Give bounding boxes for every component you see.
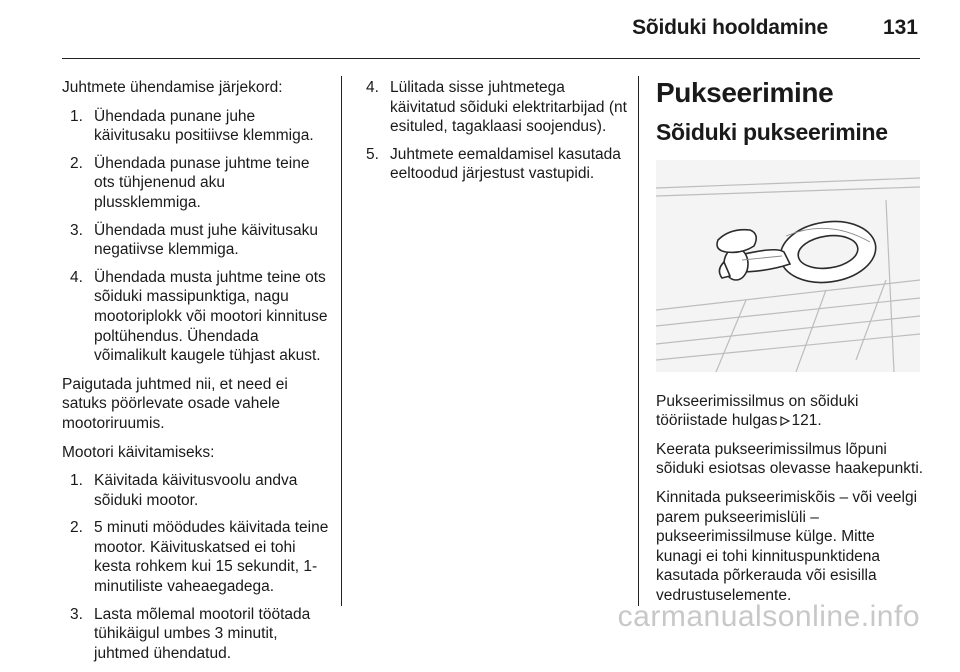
list-item: 1. Käivitada käivitusvoolu andva sõiduki mootor. <box>70 472 298 509</box>
list-item: 2. Ühendada punase juhtme teine ots tühjenenud aku plussklemmiga. <box>70 154 310 211</box>
list-item: 3. Lasta mõlemal mootoril töötada tühikäigul umbes 3 minutit, juhtmed ühendatud. <box>70 605 311 662</box>
page-number: 131 <box>882 16 918 39</box>
column-1 <box>62 78 332 672</box>
cable-placement-paragraph: Paigutada juhtmed nii, et need ei satuks pöörlevate osade vahele mootoriruumis. <box>62 375 288 432</box>
towing-rope-instructions: Kinnitada pukseerimiskõis – või veelgi parem pukseerimislüli – pukseerimissilmuse külge. Mitte kunagi ei tohi kinnituspunktidena kasutada põrkerauda või esisilla vedrustuselemente. <box>656 488 918 604</box>
section-heading: Pukseerimine <box>656 77 834 108</box>
page-header <box>0 0 960 62</box>
list-item: 5. Juhtmete eemaldamisel kasutada eeltoodud järjestust vastupidi. <box>366 145 621 183</box>
running-title: Sõiduki hooldamine <box>632 16 828 39</box>
list-item: 2. 5 minuti möödudes käivitada teine mootor. Käivituskatsed ei tohi kesta rohkem kui 15 sekundit, 1-minutiliste vaheaegadega. <box>70 519 329 596</box>
column-2 <box>362 78 630 193</box>
header-rule <box>62 58 920 59</box>
column-divider-1 <box>341 76 342 606</box>
watermark-text: carmanualsonline.info <box>617 600 920 633</box>
column-divider-2 <box>638 76 639 606</box>
list-item: 1. Ühendada punane juhe käivitusaku positiivse klemmiga. <box>70 107 314 145</box>
towing-eye-location: Pukseerimissilmus on sõiduki tööriistade hulgas 121. <box>656 392 859 430</box>
list-item: 4. Lülitada sisse juhtmetega käivitatud sõiduki elektritarbijad (nt esituled, tagaklaasi soojendus). <box>366 79 627 136</box>
connection-steps <box>70 107 332 366</box>
towing-eye-install: Keerata pukseerimissilmus lõpuni sõiduki esiotsas olevasse haakepunkti. <box>656 440 924 478</box>
engine-start-steps <box>70 471 332 663</box>
connection-order-intro: Juhtmete ühendamise järjekord: <box>62 79 283 96</box>
cross-reference-link[interactable]: 121. <box>791 412 822 430</box>
list-item: 4. Ühendada musta juhtme teine ots sõiduki massipunktiga, nagu mootoriplokk või mootori kinnituse poltühendus. Ühendada võimalikult kaugele tühjast akust. <box>70 268 328 365</box>
engine-start-intro: Mootori käivitamiseks: <box>62 443 215 461</box>
towing-eye-illustration <box>656 160 920 372</box>
list-item: 3. Ühendada must juhe käivitusaku negatiivse klemmiga. <box>70 221 319 259</box>
column-3 <box>656 78 924 615</box>
triangle-right-icon <box>780 416 790 426</box>
continued-steps <box>366 78 630 184</box>
subsection-heading: Sõiduki pukseerimine <box>656 119 888 145</box>
